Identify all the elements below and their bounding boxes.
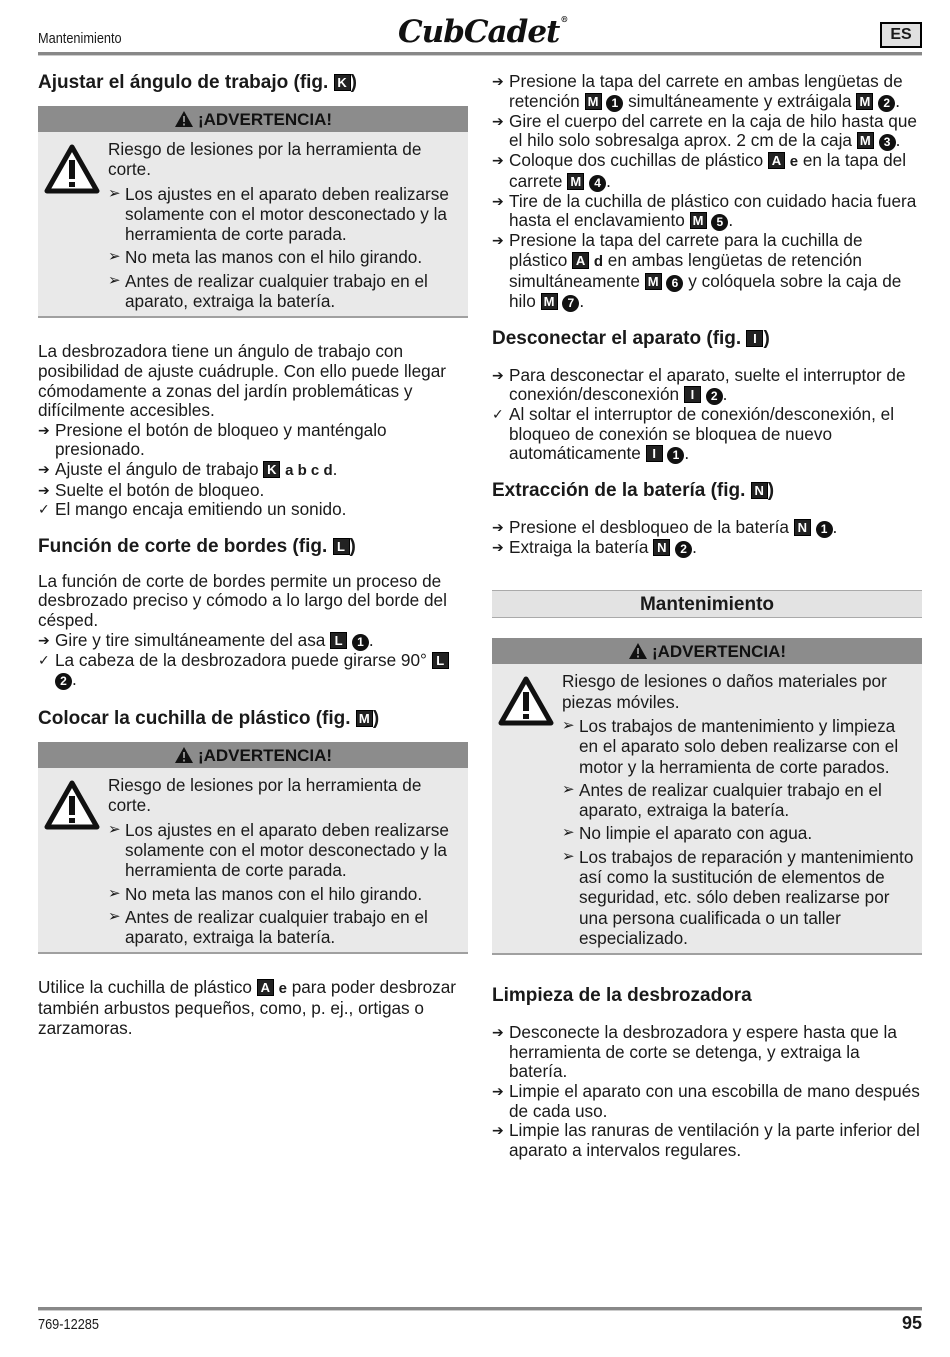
warning-item: ➢ Antes de realizar cualquier trabajo en el aparato, extraiga la batería. (562, 779, 882, 821)
warning-header: ¡ADVERTENCIA! (38, 106, 468, 132)
warning-triangle-icon (174, 746, 194, 764)
result-line: ✓ La cabeza de la desbrozadora puede girarse 90° L 2 . (38, 651, 468, 691)
check-icon: ✓ (38, 501, 50, 518)
arrow-icon: ➔ (492, 1122, 504, 1139)
arrow-icon: ➔ (38, 460, 50, 477)
language-badge: ES (880, 22, 922, 48)
warning-box-2 (38, 742, 468, 954)
warning-item: ➢ No meta las manos con el hilo girando. (108, 247, 423, 268)
warning-item: ➢ Antes de realizar cualquier trabajo en el aparato, extraiga la batería. (108, 270, 428, 312)
instruction-step: ➔ Coloque dos cuchillas de plástico A e en la tapa del carrete M 4 . (492, 150, 907, 191)
intro-paragraph: La desbrozadora tiene un ángulo de trabajo con posibilidad de ajuste cuádruple. Con ello puede llegar cómodamente a zonas del jardín problemáticas y difícilmente accesibles. (38, 341, 447, 421)
page-number: 95 (901, 1313, 922, 1333)
warning-item: ➢ No limpie el aparato con agua. (562, 823, 813, 844)
arrow-icon: ➔ (492, 232, 504, 249)
result-line: ✓ El mango encaja emitiendo un sonido. (38, 499, 347, 520)
instruction-step: ➔ Para desconectar el aparato, suelte el interruptor de conexión/desconexión I 2 . (492, 364, 906, 405)
chevron-icon: ➢ (108, 884, 121, 902)
arrow-icon: ➔ (492, 192, 504, 209)
header-divider (38, 52, 922, 56)
instruction-step: ➔ Limpie las ranuras de ventilación y la parte inferior del aparato a intervalos regulares. (492, 1120, 920, 1160)
arrow-icon: ➔ (492, 539, 504, 556)
warning-box-1 (38, 106, 468, 318)
chevron-icon: ➢ (108, 184, 121, 202)
warning-item: ➢ Antes de realizar cualquier trabajo en el aparato, extraiga la batería. (108, 906, 428, 948)
instruction-step: ➔ Gire el cuerpo del carrete en la caja de hilo hasta que el hilo solo sobresalga aprox. 2 cm de la caja M 3 . (492, 110, 917, 151)
section-title-battery-removal: Extracción de la batería (fig. N ) (492, 480, 775, 502)
instruction-step: ➔ Desconecte la desbrozadora y espere hasta que la herramienta de corte se detenga, y extraiga la batería. (492, 1022, 897, 1082)
arrow-icon: ➔ (492, 73, 504, 89)
warning-risk-text: Riesgo de lesiones por la herramienta de corte. (108, 139, 422, 180)
intro-paragraph: La función de corte de bordes permite un proceso de desbrozado preciso y cómodo a lo largo del borde del césped. (38, 570, 447, 630)
warning-triangle-icon (44, 780, 100, 830)
arrow-icon: ➔ (38, 481, 50, 498)
warning-triangle-icon (628, 642, 648, 660)
left-column (38, 70, 468, 1038)
arrow-icon: ➔ (492, 112, 504, 129)
check-icon: ✓ (492, 406, 504, 423)
arrow-icon: ➔ (492, 366, 504, 383)
instruction-step: ➔ Limpie el aparato con una escobilla de mano después de cada uso. (492, 1080, 920, 1121)
section-title-working-angle: Ajustar el ángulo de trabajo (fig. K ) (38, 72, 357, 93)
maintenance-heading-band: Mantenimiento (492, 590, 922, 618)
section-name: Mantenimiento (38, 30, 122, 47)
warning-item: ➢ Los trabajos de reparación y mantenimiento así como la sustitución de elementos de seguridad, etc. sólo deben realizarse por una persona cualificada o un taller especializado. (562, 846, 914, 948)
warning-header: ¡ADVERTENCIA! (38, 742, 468, 768)
warning-item: ➢ No meta las manos con el hilo girando. (108, 883, 423, 904)
warning-item: ➢ Los ajustes en el aparato deben realizarse solamente con el motor desconectado y la herramienta de corte parada. (108, 183, 449, 245)
arrow-icon: ➔ (38, 631, 50, 648)
arrow-icon: ➔ (492, 152, 504, 169)
instruction-step: ➔ Presione la tapa del carrete en ambas lengüetas de retención M 1 simultáneamente y extráigala M 2 . (492, 71, 903, 111)
instruction-step: ➔ Ajuste el ángulo de trabajo K a b c d. (38, 458, 338, 479)
check-icon: ✓ (38, 651, 50, 668)
instruction-step: ➔ Suelte el botón de bloqueo. (38, 479, 265, 500)
warning-item: ➢ Los trabajos de mantenimiento y limpieza en el aparato solo deben realizarse con el motor y la herramienta de corte parados. (562, 715, 899, 777)
chevron-icon: ➢ (562, 780, 575, 798)
instruction-step: ➔ Presione el botón de bloqueo y manténgalo presionado. (38, 419, 387, 460)
outro-paragraph: Utilice la cuchilla de plástico A e para poder desbrozar también arbustos pequeños, como, p. ej., ortigas o zarzamoras. (38, 977, 457, 1038)
chevron-icon: ➢ (108, 271, 121, 289)
warning-triangle-icon (498, 676, 554, 726)
warning-risk-text: Riesgo de lesiones o daños materiales por piezas móviles. (562, 671, 887, 712)
right-column (492, 72, 922, 1160)
instruction-step: ➔ Gire y tire simultáneamente del asa L 1 . (38, 629, 374, 650)
page-header (38, 14, 922, 54)
chevron-icon: ➢ (108, 248, 121, 266)
chevron-icon: ➢ (108, 820, 121, 838)
document-number: 769-12285 (38, 1316, 99, 1333)
chevron-icon: ➢ (562, 847, 575, 865)
section-title-plastic-blade: Colocar la cuchilla de plástico (fig. M ) (38, 708, 380, 730)
result-line: ✓ Al soltar el interruptor de conexión/desconexión, el bloqueo de conexión se bloquea de nuevo automáticamente I 1 . (492, 404, 895, 464)
instruction-step: ➔ Presione el desbloqueo de la batería N 1 . (492, 517, 838, 538)
chevron-icon: ➢ (562, 824, 575, 842)
instruction-step: ➔ Presione la tapa del carrete para la cuchilla de plástico A d en ambas lengüetas de retención simultáneamente M 6 y colóquela sobre la caja de hilo M 7 . (492, 230, 902, 311)
section-title-cleaning: Limpieza de la desbrozadora (492, 985, 752, 1007)
warning-box-3 (492, 638, 922, 955)
warning-header: ¡ADVERTENCIA! (492, 638, 922, 664)
arrow-icon: ➔ (492, 1024, 504, 1041)
warning-triangle-icon (44, 144, 100, 194)
cub-cadet-logo: CubCadet® (398, 14, 568, 50)
instruction-step: ➔ Tire de la cuchilla de plástico con cuidado hacia fuera hasta el enclavamiento M 5 . (492, 190, 917, 231)
instruction-step: ➔ Extraiga la batería N 2 . (492, 537, 697, 558)
section-title-edge-cutting: Función de corte de bordes (fig. L ) (38, 535, 356, 557)
arrow-icon: ➔ (38, 421, 50, 438)
footer-divider (38, 1307, 922, 1311)
warning-triangle-icon (174, 110, 194, 128)
warning-item: ➢ Los ajustes en el aparato deben realizarse solamente con el motor desconectado y la herramienta de corte parada. (108, 819, 449, 881)
chevron-icon: ➢ (108, 907, 121, 925)
arrow-icon: ➔ (492, 519, 504, 536)
warning-risk-text: Riesgo de lesiones por la herramienta de corte. (108, 775, 422, 816)
section-title-switch-off: Desconectar el aparato (fig. I ) (492, 327, 770, 349)
chevron-icon: ➢ (562, 716, 575, 734)
arrow-icon: ➔ (492, 1082, 504, 1099)
